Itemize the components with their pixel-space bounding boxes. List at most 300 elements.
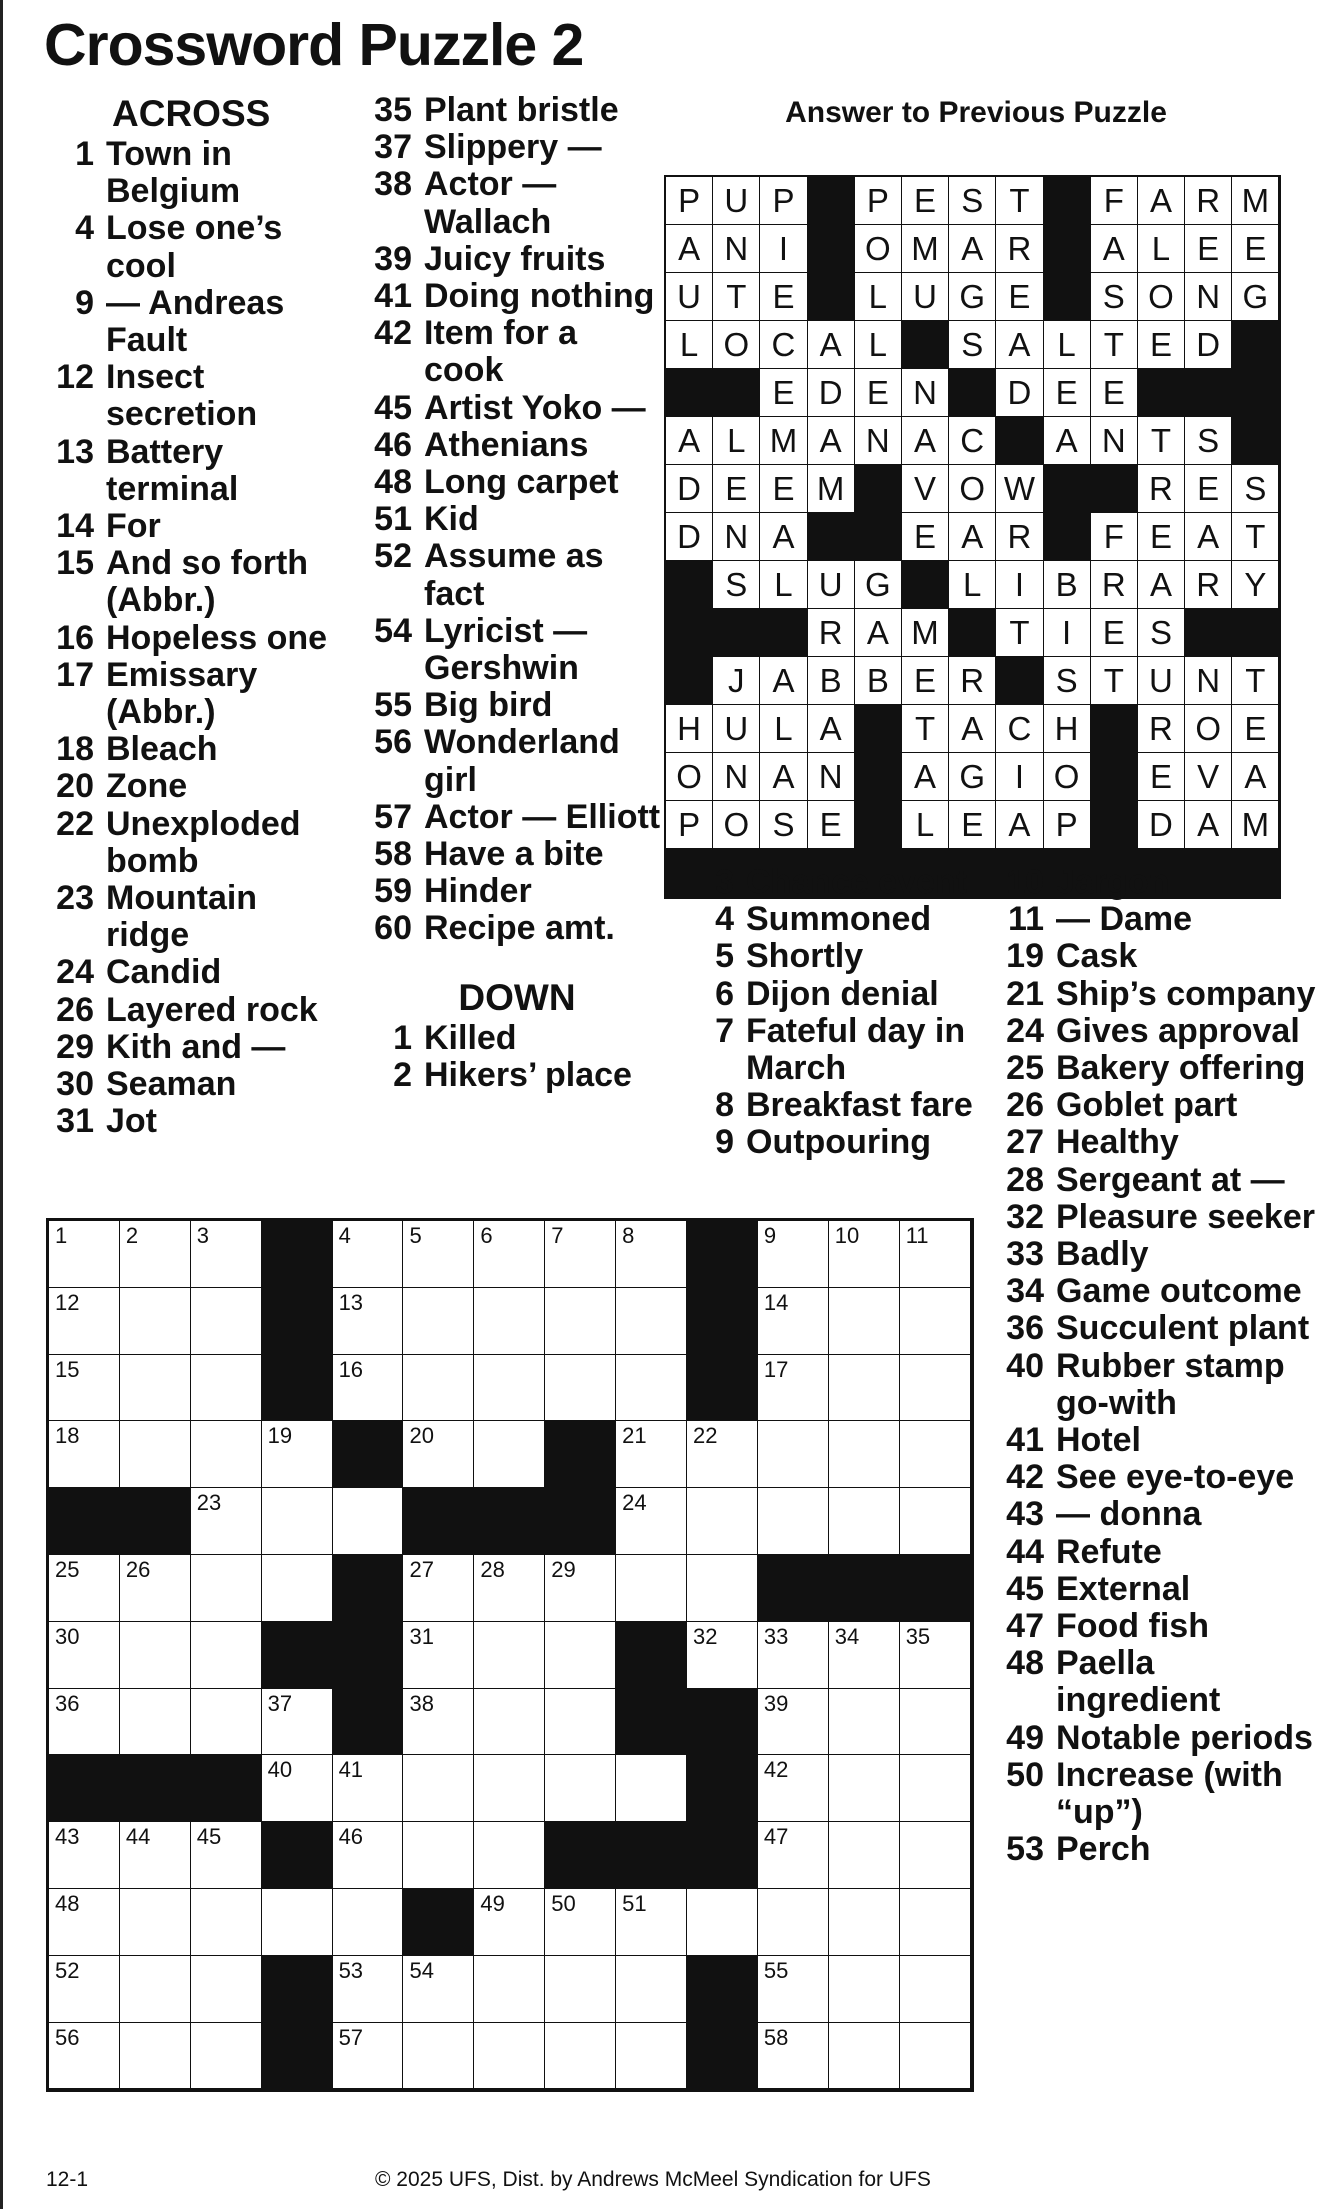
grid-cell[interactable] <box>545 2023 616 2090</box>
left-border-rule <box>0 0 3 2209</box>
black-square <box>262 1221 333 1288</box>
clue-text: Chance event <box>746 863 968 901</box>
across-clue <box>50 1103 335 1140</box>
grid-cell[interactable] <box>758 1355 829 1422</box>
answer-letter-cell: H <box>1044 705 1091 753</box>
grid-cell[interactable] <box>333 1288 404 1355</box>
down-clue <box>702 1124 982 1161</box>
across-clue <box>50 768 335 805</box>
clue-text: Lose one’s cool <box>106 209 283 285</box>
cell-number: 48 <box>55 1890 80 1916</box>
grid-cell[interactable] <box>191 1689 262 1756</box>
grid-cell[interactable] <box>333 1355 404 1422</box>
cell-number: 53 <box>338 1957 364 1983</box>
grid-cell[interactable] <box>49 1555 120 1622</box>
clue-number: 37 <box>374 128 412 167</box>
black-square <box>900 1555 971 1622</box>
down-clue <box>996 1050 1316 1087</box>
black-square <box>403 1889 474 1956</box>
copyright-notice: © 2025 UFS, Dist. by Andrews McMeel Syndication for UFS <box>375 2168 931 2191</box>
answer-letter-cell: L <box>949 561 996 609</box>
grid-cell[interactable] <box>262 1488 333 1555</box>
clue-number: 52 <box>374 537 412 576</box>
down-clue <box>996 1124 1316 1161</box>
grid-cell[interactable] <box>333 2023 404 2090</box>
across-clue <box>50 136 335 210</box>
down-clue <box>996 1422 1316 1459</box>
grid-cell[interactable] <box>616 2023 687 2090</box>
clue-text: Athenians <box>424 425 589 464</box>
grid-cell[interactable] <box>403 1555 474 1622</box>
answer-letter-cell: G <box>949 753 996 801</box>
answer-letter-cell: A <box>1138 561 1185 609</box>
grid-cell[interactable] <box>758 2023 829 2090</box>
grid-cell[interactable] <box>403 1355 474 1422</box>
grid-cell[interactable] <box>829 1755 900 1822</box>
clue-text: Sergeant at — <box>1056 1160 1285 1199</box>
black-square <box>333 1689 404 1756</box>
black-square <box>687 1288 758 1355</box>
clue-text: Kid <box>424 500 479 539</box>
clue-number: 22 <box>56 804 94 843</box>
answer-letter-cell: A <box>808 705 855 753</box>
clue-text: Recipe amt. <box>424 909 615 948</box>
grid-cell[interactable] <box>829 1221 900 1288</box>
grid-cell[interactable] <box>829 1622 900 1689</box>
answer-letter-cell: O <box>1185 705 1232 753</box>
grid-cell[interactable] <box>545 1956 616 2023</box>
grid-cell[interactable] <box>474 1755 545 1822</box>
grid-cell[interactable] <box>49 1956 120 2023</box>
grid-cell[interactable] <box>829 2023 900 2090</box>
across-clue <box>50 545 335 619</box>
grid-cell[interactable] <box>900 1889 971 1956</box>
clue-text: Notable periods <box>1056 1718 1313 1757</box>
across-clue <box>372 501 662 538</box>
grid-cell[interactable] <box>191 1956 262 2023</box>
clue-number: 59 <box>374 872 412 911</box>
grid-cell[interactable] <box>191 1421 262 1488</box>
grid-cell[interactable] <box>120 1689 191 1756</box>
grid-cell[interactable] <box>829 1956 900 2023</box>
grid-cell[interactable] <box>900 1288 971 1355</box>
black-square <box>616 1822 687 1889</box>
grid-cell[interactable] <box>474 1956 545 2023</box>
answer-letter-cell: I <box>1044 609 1091 657</box>
grid-cell[interactable] <box>474 1288 545 1355</box>
clue-text: Actor — Wallach <box>424 165 557 241</box>
previous-answer-grid <box>664 175 1281 899</box>
grid-cell[interactable] <box>262 1555 333 1622</box>
grid-cell[interactable] <box>900 1221 971 1288</box>
grid-cell[interactable] <box>900 1956 971 2023</box>
grid-cell[interactable] <box>333 1889 404 1956</box>
black-square <box>545 1822 616 1889</box>
cell-number: 3 <box>196 1223 210 1248</box>
clue-number: 17 <box>56 655 94 694</box>
grid-cell[interactable] <box>545 1622 616 1689</box>
grid-cell[interactable] <box>333 1221 404 1288</box>
clue-text: Artist Yoko — <box>424 388 646 427</box>
cell-number: 32 <box>693 1623 718 1649</box>
clue-number: 41 <box>374 277 412 316</box>
grid-cell[interactable] <box>191 1622 262 1689</box>
grid-cell[interactable] <box>545 1889 616 1956</box>
clue-number: 57 <box>374 797 412 836</box>
down-clue <box>996 901 1316 938</box>
across-clue <box>50 657 335 731</box>
grid-cell[interactable] <box>900 1689 971 1756</box>
grid-cell[interactable] <box>262 1421 333 1488</box>
clue-text: Gives approval <box>1056 1011 1300 1050</box>
cell-number: 45 <box>196 1824 222 1850</box>
answer-letter-cell: A <box>760 513 807 561</box>
answer-letter-cell: R <box>949 657 996 705</box>
black-square <box>403 1488 474 1555</box>
answer-black-square <box>713 609 760 657</box>
grid-cell[interactable] <box>829 1421 900 1488</box>
grid-cell[interactable] <box>758 1689 829 1756</box>
answer-letter-cell: I <box>760 225 807 273</box>
grid-cell[interactable] <box>262 1889 333 1956</box>
grid-cell[interactable] <box>687 1889 758 1956</box>
grid-cell[interactable] <box>49 1889 120 1956</box>
grid-cell[interactable] <box>758 1221 829 1288</box>
clue-text: Dijon denial <box>746 974 939 1013</box>
cell-number: 41 <box>338 1757 364 1783</box>
clue-text: Emissary (Abbr.) <box>106 655 258 732</box>
clue-number: 11 <box>1008 900 1044 939</box>
cell-number: 57 <box>338 2024 364 2050</box>
answer-letter-cell: U <box>713 705 760 753</box>
grid-cell[interactable] <box>758 1889 829 1956</box>
black-square <box>545 1421 616 1488</box>
answer-letter-cell: L <box>760 561 807 609</box>
answer-letter-cell: E <box>713 465 760 513</box>
across-clue <box>50 806 335 880</box>
grid-cell[interactable] <box>900 1421 971 1488</box>
answer-black-square <box>855 465 902 513</box>
grid-cell[interactable] <box>120 1355 191 1422</box>
clue-number: 15 <box>56 544 94 583</box>
answer-black-square <box>760 609 807 657</box>
clue-number: 51 <box>374 500 412 539</box>
cell-number: 9 <box>763 1223 777 1248</box>
across-clues-column-2 <box>372 92 662 1094</box>
clue-number: 40 <box>1006 1346 1044 1385</box>
grid-cell[interactable] <box>616 1355 687 1422</box>
answer-black-square <box>666 657 713 705</box>
grid-cell[interactable] <box>262 1689 333 1756</box>
answer-letter-cell: A <box>760 657 807 705</box>
grid-cell[interactable] <box>900 1355 971 1422</box>
cell-number: 24 <box>622 1490 647 1516</box>
answer-black-square <box>1138 369 1185 417</box>
grid-cell[interactable] <box>687 1421 758 1488</box>
grid-cell[interactable] <box>120 2023 191 2090</box>
clue-text: Perch <box>1056 1830 1151 1869</box>
grid-cell[interactable] <box>403 1421 474 1488</box>
answer-letter-cell: E <box>1138 753 1185 801</box>
cell-number: 42 <box>763 1757 789 1783</box>
answer-letter-cell: M <box>902 609 949 657</box>
clue-text: Big bird <box>424 686 553 725</box>
answer-letter-cell: S <box>1185 417 1232 465</box>
grid-cell[interactable] <box>829 1889 900 1956</box>
answer-letter-cell: E <box>1091 609 1138 657</box>
grid-cell[interactable] <box>687 1488 758 1555</box>
down-clue <box>996 864 1316 901</box>
black-square <box>262 1956 333 2023</box>
grid-cell[interactable] <box>333 1822 404 1889</box>
down-clue <box>996 1571 1316 1608</box>
grid-cell[interactable] <box>829 1689 900 1756</box>
cell-number: 11 <box>905 1223 929 1248</box>
clue-number: 47 <box>1006 1607 1044 1646</box>
across-clues-column-1 <box>50 92 335 1140</box>
down-clue <box>372 1057 662 1094</box>
grid-cell[interactable] <box>191 1555 262 1622</box>
grid-cell[interactable] <box>829 1355 900 1422</box>
clue-number: 24 <box>56 953 94 992</box>
grid-cell[interactable] <box>120 1221 191 1288</box>
answer-letter-cell: E <box>902 513 949 561</box>
grid-cell[interactable] <box>191 1822 262 1889</box>
grid-cell[interactable] <box>474 1221 545 1288</box>
grid-cell[interactable] <box>49 1689 120 1756</box>
grid-cell[interactable] <box>49 2023 120 2090</box>
clue-text: Ship’s company <box>1056 974 1316 1013</box>
black-square <box>333 1555 404 1622</box>
grid-cell[interactable] <box>545 1555 616 1622</box>
grid-cell[interactable] <box>758 1822 829 1889</box>
answer-letter-cell: A <box>902 753 949 801</box>
grid-cell[interactable] <box>333 1755 404 1822</box>
grid-cell[interactable] <box>49 1221 120 1288</box>
grid-cell[interactable] <box>900 1822 971 1889</box>
grid-cell[interactable] <box>900 1755 971 1822</box>
answer-letter-cell: T <box>1232 513 1279 561</box>
grid-cell[interactable] <box>403 1689 474 1756</box>
black-square <box>333 1421 404 1488</box>
grid-cell[interactable] <box>829 1288 900 1355</box>
grid-cell[interactable] <box>191 1288 262 1355</box>
answer-letter-cell: U <box>713 177 760 225</box>
grid-cell[interactable] <box>758 1755 829 1822</box>
grid-cell[interactable] <box>262 1755 333 1822</box>
grid-cell[interactable] <box>758 1622 829 1689</box>
grid-cell[interactable] <box>191 1889 262 1956</box>
black-square <box>687 1221 758 1288</box>
answer-black-square <box>666 561 713 609</box>
answer-letter-cell: T <box>902 705 949 753</box>
cell-number: 49 <box>480 1890 505 1916</box>
grid-cell[interactable] <box>758 1956 829 2023</box>
clue-number: 2 <box>393 1055 412 1094</box>
grid-cell[interactable] <box>758 1288 829 1355</box>
answer-letter-cell: B <box>855 657 902 705</box>
grid-cell[interactable] <box>191 1488 262 1555</box>
grid-cell[interactable] <box>120 1622 191 1689</box>
grid-cell[interactable] <box>474 1622 545 1689</box>
clue-number: 25 <box>1006 1049 1044 1088</box>
grid-cell[interactable] <box>474 2023 545 2090</box>
grid-cell[interactable] <box>49 1288 120 1355</box>
answer-letter-cell: G <box>1232 273 1279 321</box>
grid-cell[interactable] <box>545 1355 616 1422</box>
answer-letter-cell: C <box>760 321 807 369</box>
grid-cell[interactable] <box>545 1288 616 1355</box>
grid-cell[interactable] <box>333 1956 404 2023</box>
cell-number: 23 <box>196 1490 222 1516</box>
grid-cell[interactable] <box>900 1622 971 1689</box>
grid-cell[interactable] <box>900 1488 971 1555</box>
black-square <box>49 1755 120 1822</box>
answer-letter-cell: A <box>760 753 807 801</box>
answer-letter-cell: R <box>1091 561 1138 609</box>
grid-cell[interactable] <box>687 1555 758 1622</box>
answer-letter-cell: T <box>1138 417 1185 465</box>
answer-letter-cell: J <box>713 657 760 705</box>
answer-letter-cell: O <box>949 465 996 513</box>
answer-black-square <box>1232 417 1279 465</box>
clue-number: 38 <box>374 165 412 204</box>
clue-text: Seaman <box>106 1065 237 1104</box>
answer-black-square <box>1091 465 1138 513</box>
answer-letter-cell: U <box>666 273 713 321</box>
answer-letter-cell: N <box>855 417 902 465</box>
black-square <box>262 2023 333 2090</box>
grid-cell[interactable] <box>616 1755 687 1822</box>
grid-cell[interactable] <box>120 1956 191 2023</box>
answer-letter-cell: E <box>855 369 902 417</box>
answer-letter-cell: A <box>666 417 713 465</box>
grid-cell[interactable] <box>120 1421 191 1488</box>
grid-cell[interactable] <box>120 1822 191 1889</box>
grid-cell[interactable] <box>616 1221 687 1288</box>
grid-cell[interactable] <box>900 2023 971 2090</box>
grid-cell[interactable] <box>49 1421 120 1488</box>
grid-cell[interactable] <box>403 1221 474 1288</box>
across-clue <box>372 166 662 240</box>
grid-cell[interactable] <box>758 1421 829 1488</box>
grid-cell[interactable] <box>191 1355 262 1422</box>
black-square <box>262 1355 333 1422</box>
grid-cell[interactable] <box>829 1488 900 1555</box>
answer-black-square <box>1044 225 1091 273</box>
grid-cell[interactable] <box>191 2023 262 2090</box>
grid-cell[interactable] <box>49 1822 120 1889</box>
grid-cell[interactable] <box>474 1689 545 1756</box>
grid-cell[interactable] <box>545 1221 616 1288</box>
grid-cell[interactable] <box>474 1355 545 1422</box>
answer-letter-cell: M <box>902 225 949 273</box>
answer-letter-cell: E <box>1232 225 1279 273</box>
cell-number: 51 <box>622 1890 647 1916</box>
grid-cell[interactable] <box>403 1755 474 1822</box>
answer-letter-cell: N <box>713 753 760 801</box>
grid-cell[interactable] <box>474 1421 545 1488</box>
down-clue <box>996 1608 1316 1645</box>
grid-cell[interactable] <box>191 1221 262 1288</box>
grid-cell[interactable] <box>474 1555 545 1622</box>
grid-cell[interactable] <box>403 2023 474 2090</box>
answer-letter-cell: A <box>949 225 996 273</box>
answer-letter-cell: A <box>1185 801 1232 849</box>
grid-cell[interactable] <box>474 1822 545 1889</box>
grid-cell[interactable] <box>616 1421 687 1488</box>
black-square <box>758 1555 829 1622</box>
cell-number: 10 <box>834 1223 860 1248</box>
answer-letter-cell: A <box>949 705 996 753</box>
grid-cell[interactable] <box>616 1555 687 1622</box>
grid-cell[interactable] <box>120 1288 191 1355</box>
grid-cell[interactable] <box>758 1488 829 1555</box>
grid-cell[interactable] <box>49 1622 120 1689</box>
grid-cell[interactable] <box>403 1822 474 1889</box>
grid-cell[interactable] <box>616 1288 687 1355</box>
answer-letter-cell: A <box>808 321 855 369</box>
black-square <box>616 1622 687 1689</box>
answer-letter-cell: N <box>1091 417 1138 465</box>
grid-cell[interactable] <box>616 1488 687 1555</box>
grid-cell[interactable] <box>616 1956 687 2023</box>
across-clue <box>372 315 662 389</box>
grid-cell[interactable] <box>120 1889 191 1956</box>
clue-number: 34 <box>1006 1272 1044 1311</box>
clue-text: Actor — Elliott <box>424 797 661 836</box>
across-clue <box>372 873 662 910</box>
answer-black-square <box>855 513 902 561</box>
grid-cell[interactable] <box>49 1355 120 1422</box>
clue-text: Healthy <box>1056 1123 1179 1162</box>
clue-text: Rubber stamp go-with <box>1056 1346 1285 1422</box>
grid-cell[interactable] <box>403 1956 474 2023</box>
grid-cell[interactable] <box>333 1488 404 1555</box>
answer-letter-cell: E <box>1138 321 1185 369</box>
answer-letter-cell: I <box>996 561 1043 609</box>
answer-black-square <box>902 561 949 609</box>
answer-letter-cell: R <box>1185 561 1232 609</box>
answer-letter-cell: M <box>760 417 807 465</box>
cell-number: 19 <box>267 1423 293 1449</box>
clue-number: 45 <box>374 388 412 427</box>
cell-number: 46 <box>338 1824 364 1850</box>
black-square <box>262 1822 333 1889</box>
grid-cell[interactable] <box>829 1822 900 1889</box>
grid-cell[interactable] <box>687 1622 758 1689</box>
answer-black-square <box>666 369 713 417</box>
clue-number: 43 <box>1006 1495 1044 1534</box>
answer-letter-cell: N <box>1185 273 1232 321</box>
grid-cell[interactable] <box>474 1889 545 1956</box>
clue-text: Summoned <box>746 900 932 939</box>
answer-letter-cell: E <box>760 465 807 513</box>
answer-letter-cell: B <box>808 657 855 705</box>
grid-cell[interactable] <box>545 1755 616 1822</box>
grid-cell[interactable] <box>403 1288 474 1355</box>
clue-number: 23 <box>56 879 94 918</box>
grid-cell[interactable] <box>120 1555 191 1622</box>
answer-black-square <box>1044 177 1091 225</box>
answer-letter-cell: L <box>855 273 902 321</box>
grid-cell[interactable] <box>403 1622 474 1689</box>
grid-cell[interactable] <box>616 1889 687 1956</box>
grid-cell[interactable] <box>545 1689 616 1756</box>
down-clue <box>996 1013 1316 1050</box>
clue-number: 14 <box>56 507 94 546</box>
answer-letter-cell: V <box>1185 753 1232 801</box>
